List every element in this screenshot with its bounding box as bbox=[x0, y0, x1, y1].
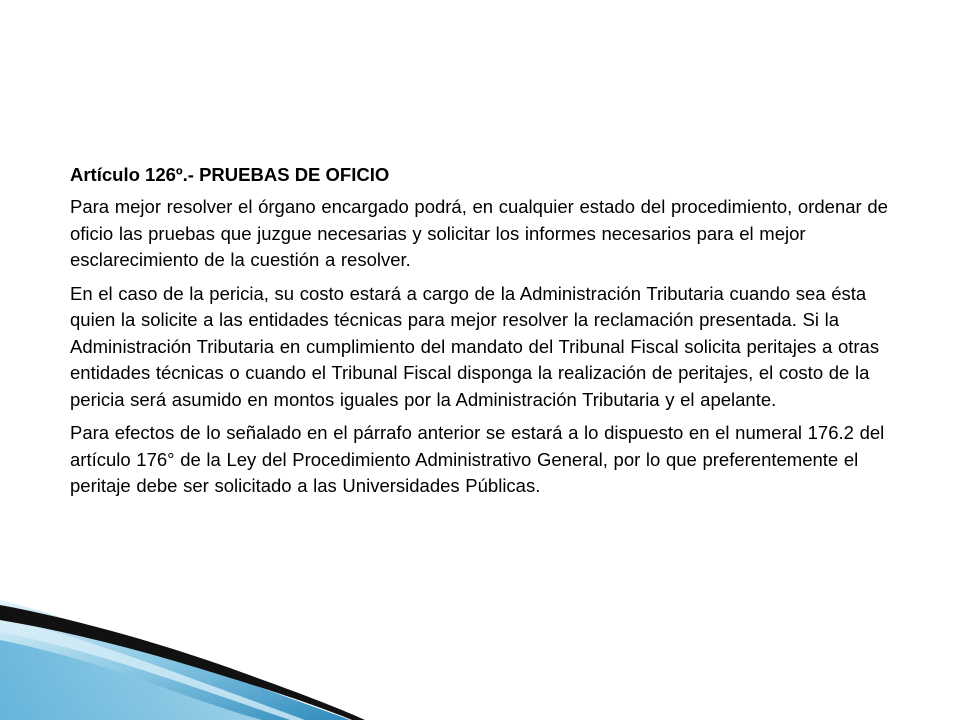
article-title: Artículo 126º.- PRUEBAS DE OFICIO bbox=[70, 164, 390, 185]
article-paragraph-3: Para efectos de lo señalado en el párrafo anterior se estará a lo dispuesto en el numeral 176.2 del artículo 176° de la Ley del Procedimiento Administrativo General, por lo que preferentemente el peritaje debe ser solicitado a las Universidades Públicas. bbox=[70, 422, 885, 496]
article-content bbox=[70, 162, 910, 507]
article-paragraph-2: En el caso de la pericia, su costo estará a cargo de la Administración Tributaria cuando sea ésta quien la solicite a las entidades técnicas para mejor resolver la reclamación presentada. Si la Administración Tributaria en cumplimiento del mandato del Tribunal Fiscal solicita peritajes a otras entidades técnicas o cuando el Tribunal Fiscal disponga la realización de peritajes, el costo de la pericia será asumido en montos iguales por la Administración Tributaria y el apelante. bbox=[70, 282, 880, 410]
article-paragraph-1: Para mejor resolver el órgano encargado podrá, en cualquier estado del procedimiento, ordenar de oficio las pruebas que juzgue necesarias y solicitar los informes necesarios para el mejor esclarecimiento de la cuestión a resolver. bbox=[70, 196, 888, 270]
